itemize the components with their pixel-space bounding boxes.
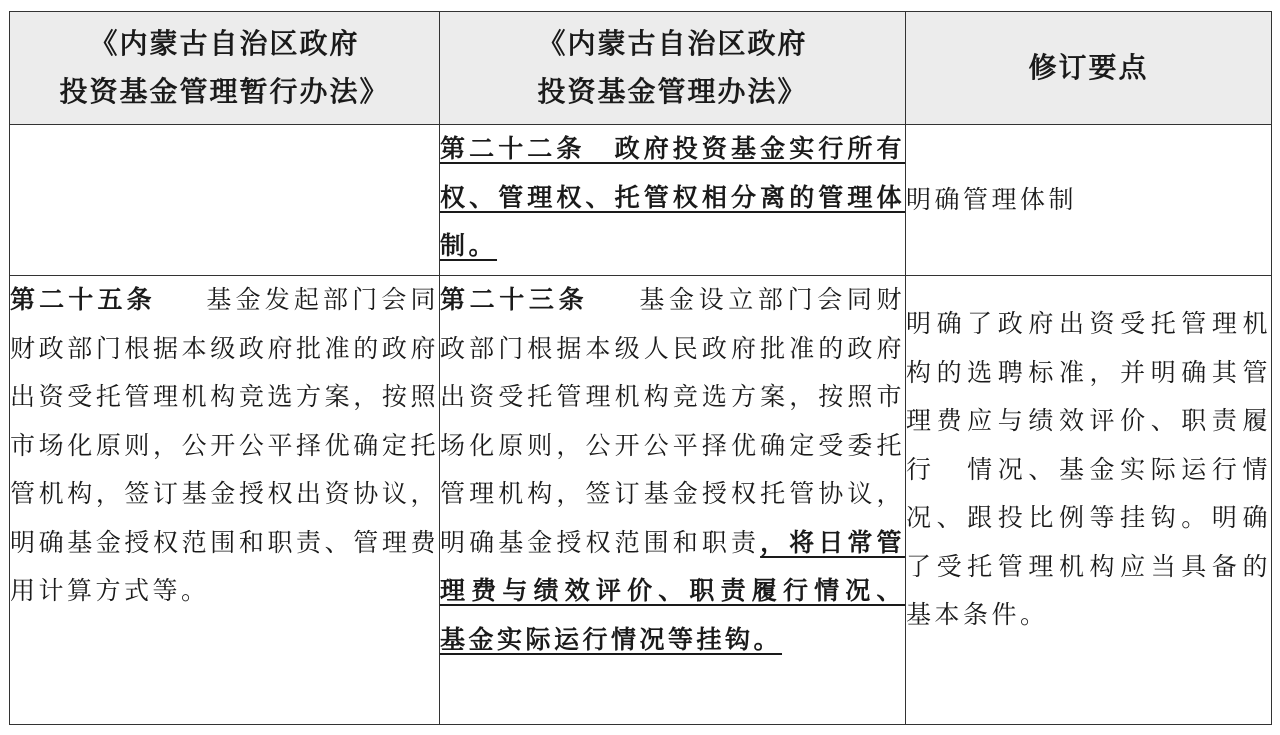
new-article-cell [440, 276, 906, 725]
table-row [10, 125, 1272, 276]
revision-note-text: 明确管理体制 [906, 184, 1078, 214]
comparison-table [9, 11, 1272, 725]
header-revision-points [906, 12, 1272, 125]
new-article-text: 基金设立部门会同财政部门根据本级人民政府批准的政府出资受托管理机构竞选方案，按照市场化原则，公开公平择优确定受委托管理机构，签订基金授权托管协议，明确基金授权范围和职责 [440, 285, 905, 557]
revision-note-cell [906, 125, 1272, 276]
new-article-cell [440, 125, 906, 276]
header-revision-label: 修订要点 [1028, 51, 1149, 84]
new-article-added-text: ，将日常管理费与绩效评价、职责履行情况、 基金实际运行情况等挂钩。 [440, 527, 905, 654]
new-article-number: 第二十三条 [440, 285, 589, 314]
header-old-line2: 投资基金管理暂行办法》 [59, 75, 390, 108]
header-row [10, 12, 1272, 125]
header-new-line1: 《内蒙古自治区政府 [537, 27, 808, 60]
revision-note-cell [906, 276, 1272, 725]
header-old-line1: 《内蒙古自治区政府 [89, 27, 360, 60]
new-article-added-text: 第二十二条 政府投资基金实行所有权、管理权、托管权相分离的管理体制。 [440, 134, 905, 260]
old-article-cell [10, 276, 440, 725]
old-article-number: 第二十五条 [10, 285, 156, 314]
header-new-regulation [440, 12, 906, 125]
old-article-text: 基金发起部门会同财政部门根据本级政府批准的政府出资受托管理机构竞选方案，按照市场化原则，公开公平择优确定托管机构，签订基金授权出资协议，明确基金授权范围和职责、管理费用计算方式等。 [10, 285, 439, 605]
header-new-line2: 投资基金管理办法》 [537, 75, 808, 108]
table-row [10, 276, 1272, 725]
header-old-regulation [10, 12, 440, 125]
revision-note-text: 明确了政府出资受托管理机构的选聘标准，并明确其管理费应与绩效评价、职责履行 情况、基金实际运行情况、跟投比例等挂钩。明确了受托管理机构应当具备的基本条件。 [906, 309, 1271, 629]
old-article-cell [10, 125, 440, 276]
